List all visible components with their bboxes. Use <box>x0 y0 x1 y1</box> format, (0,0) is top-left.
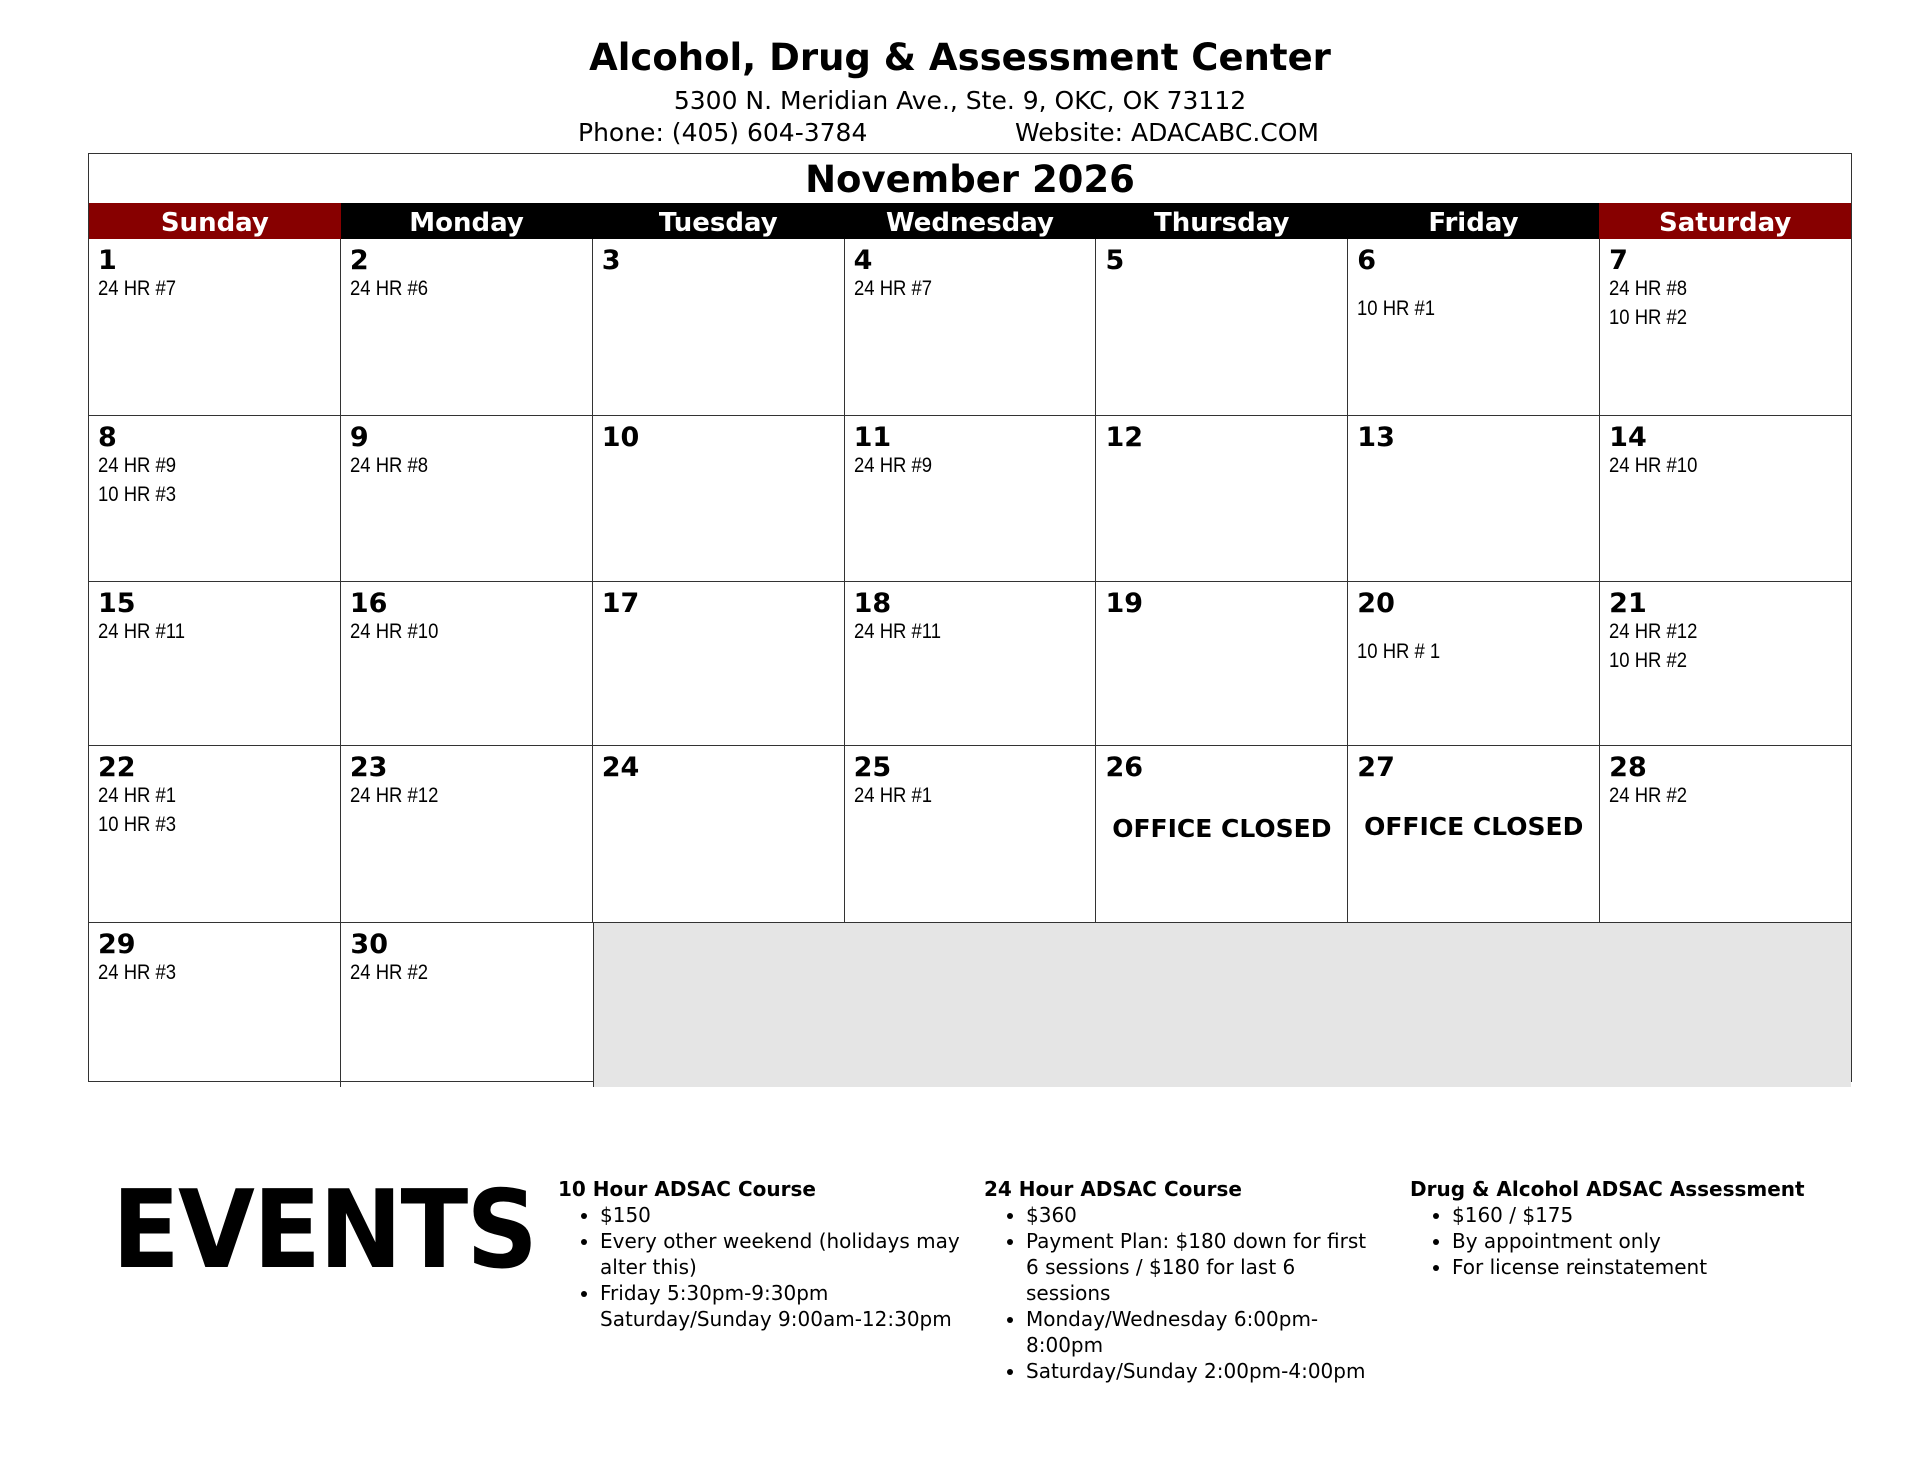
center-phone: Phone: (405) 604-3784 <box>578 118 868 147</box>
day-cell <box>1347 582 1599 745</box>
class-session: 24 HR #12 <box>1609 620 1698 643</box>
course-detail-item: • Payment Plan: $180 down for first 6 sessions / $180 for last 6 sessions <box>1026 1228 1384 1306</box>
day-cell <box>1347 416 1599 581</box>
day-cell <box>844 239 1096 415</box>
course-detail-item: • $150 <box>600 1202 968 1228</box>
class-session: 24 HR #9 <box>98 454 177 477</box>
day-cell <box>340 239 592 415</box>
course-info <box>558 1176 968 1332</box>
day-number: 26 <box>1105 752 1144 783</box>
course-detail-item: • $360 <box>1026 1202 1384 1228</box>
weekday-saturday: Saturday <box>1599 203 1851 239</box>
day-cell <box>340 416 592 581</box>
day-number: 29 <box>98 929 136 960</box>
day-number: 22 <box>98 752 136 783</box>
day-cell <box>844 746 1096 922</box>
class-session: 24 HR #1 <box>853 784 932 807</box>
events-heading: EVENTS <box>112 1168 537 1293</box>
class-session: 24 HR #7 <box>853 277 932 300</box>
weekday-tuesday: Tuesday <box>592 203 844 239</box>
class-session: 10 HR #3 <box>98 813 177 836</box>
day-number: 9 <box>349 422 369 453</box>
class-session: 24 HR #1 <box>98 784 177 807</box>
day-number: 16 <box>349 588 388 619</box>
class-session: 24 HR #8 <box>1609 277 1688 300</box>
center-address: 5300 N. Meridian Ave., Ste. 9, OKC, OK 73112 <box>673 86 1247 115</box>
day-number: 10 <box>601 422 640 453</box>
day-cell <box>89 923 340 1087</box>
day-number: 21 <box>1609 588 1647 619</box>
class-session: 24 HR #10 <box>1609 454 1698 477</box>
day-number: 7 <box>1609 245 1628 276</box>
day-cell <box>1599 416 1851 581</box>
class-session: 10 HR #3 <box>98 483 177 506</box>
course-info <box>1410 1176 1830 1280</box>
day-number: 13 <box>1357 422 1395 453</box>
day-number: 24 <box>601 752 640 783</box>
weekday-sunday: Sunday <box>89 203 341 239</box>
day-number: 12 <box>1105 422 1144 453</box>
day-cell <box>1095 746 1347 922</box>
day-number: 14 <box>1609 422 1647 453</box>
calendar-week <box>89 745 1851 922</box>
day-cell <box>340 582 592 745</box>
course-details <box>558 1202 968 1332</box>
day-number: 3 <box>601 245 621 276</box>
course-title: Drug & Alcohol ADSAC Assessment <box>1410 1177 1805 1201</box>
day-cell <box>1599 582 1851 745</box>
day-number: 1 <box>98 245 117 276</box>
day-number: 17 <box>601 588 640 619</box>
day-cell <box>1599 239 1851 415</box>
weekday-thursday: Thursday <box>1096 203 1348 239</box>
day-number: 30 <box>350 929 388 960</box>
day-number: 18 <box>853 588 892 619</box>
day-cell <box>592 746 844 922</box>
weekday-friday: Friday <box>1348 203 1600 239</box>
calendar-week <box>89 922 1851 1087</box>
center-title: Alcohol, Drug & Assessment Center <box>589 36 1331 79</box>
class-session: 24 HR #9 <box>853 454 932 477</box>
class-session: 24 HR #12 <box>349 784 439 807</box>
course-detail-item: • Every other weekend (holidays may alter this) <box>600 1228 968 1280</box>
calendar <box>88 153 1852 1082</box>
day-number: 19 <box>1105 588 1144 619</box>
class-session: 24 HR #6 <box>349 277 428 300</box>
day-number: 15 <box>98 588 136 619</box>
course-detail-item: • Saturday/Sunday 2:00pm-4:00pm <box>1026 1358 1384 1384</box>
weekday-monday: Monday <box>341 203 593 239</box>
day-cell <box>1599 746 1851 922</box>
day-cell <box>89 239 340 415</box>
empty-days-area <box>593 923 1851 1087</box>
day-number: 2 <box>349 245 369 276</box>
class-session: 24 HR #2 <box>1609 784 1688 807</box>
day-cell <box>592 582 844 745</box>
day-number: 27 <box>1357 752 1395 783</box>
class-session: 24 HR #3 <box>98 961 177 984</box>
calendar-week <box>89 239 1851 415</box>
class-session: 24 HR #8 <box>349 454 428 477</box>
class-session: 24 HR #2 <box>350 961 429 984</box>
office-closed-notice: OFFICE CLOSED <box>1364 812 1584 841</box>
day-cell <box>1347 746 1599 922</box>
month-title: November 2026 <box>805 158 1135 201</box>
course-title: 24 Hour ADSAC Course <box>984 1177 1242 1201</box>
calendar-week <box>89 581 1851 745</box>
calendar-grid <box>89 239 1851 1087</box>
class-session: 24 HR #11 <box>853 620 941 643</box>
day-cell <box>1095 582 1347 745</box>
day-number: 25 <box>853 752 892 783</box>
class-session: 24 HR #11 <box>98 620 185 643</box>
course-detail-item: • Friday 5:30pm-9:30pm Saturday/Sunday 9:00am-12:30pm <box>600 1280 968 1332</box>
weekday-wednesday: Wednesday <box>844 203 1096 239</box>
class-session: 10 HR #2 <box>1609 306 1688 329</box>
day-number: 11 <box>853 422 892 453</box>
day-cell <box>1095 239 1347 415</box>
course-detail-item: • Monday/Wednesday 6:00pm-8:00pm <box>1026 1306 1384 1358</box>
course-info <box>984 1176 1384 1384</box>
course-title: 10 Hour ADSAC Course <box>558 1177 816 1201</box>
class-session: 10 HR # 1 <box>1357 640 1441 663</box>
center-website: Website: ADACABC.COM <box>1015 118 1319 147</box>
day-number: 20 <box>1357 588 1395 619</box>
course-detail-item: • $160 / $175 <box>1452 1202 1830 1228</box>
day-cell <box>89 416 340 581</box>
class-session: 10 HR #2 <box>1609 649 1688 672</box>
office-closed-notice: OFFICE CLOSED <box>1112 814 1332 843</box>
day-number: 4 <box>853 245 873 276</box>
day-number: 6 <box>1357 245 1377 276</box>
day-number: 28 <box>1609 752 1647 783</box>
class-session: 24 HR #10 <box>349 620 439 643</box>
day-number: 5 <box>1105 245 1125 276</box>
day-cell <box>340 923 592 1087</box>
day-number: 23 <box>349 752 388 783</box>
day-cell <box>1347 239 1599 415</box>
day-number: 8 <box>98 422 117 453</box>
day-cell <box>89 582 340 745</box>
course-details <box>1410 1202 1830 1280</box>
day-cell <box>340 746 592 922</box>
day-cell <box>1095 416 1347 581</box>
day-cell <box>844 416 1096 581</box>
calendar-week <box>89 415 1851 581</box>
day-cell <box>89 746 340 922</box>
day-cell <box>844 582 1096 745</box>
course-details <box>984 1202 1384 1384</box>
class-session: 24 HR #7 <box>98 277 177 300</box>
class-session: 10 HR #1 <box>1357 297 1436 320</box>
day-cell <box>592 239 844 415</box>
day-cell <box>592 416 844 581</box>
course-detail-item: • For license reinstatement <box>1452 1254 1830 1280</box>
weekday-header-row <box>89 203 1851 239</box>
course-detail-item: • By appointment only <box>1452 1228 1830 1254</box>
